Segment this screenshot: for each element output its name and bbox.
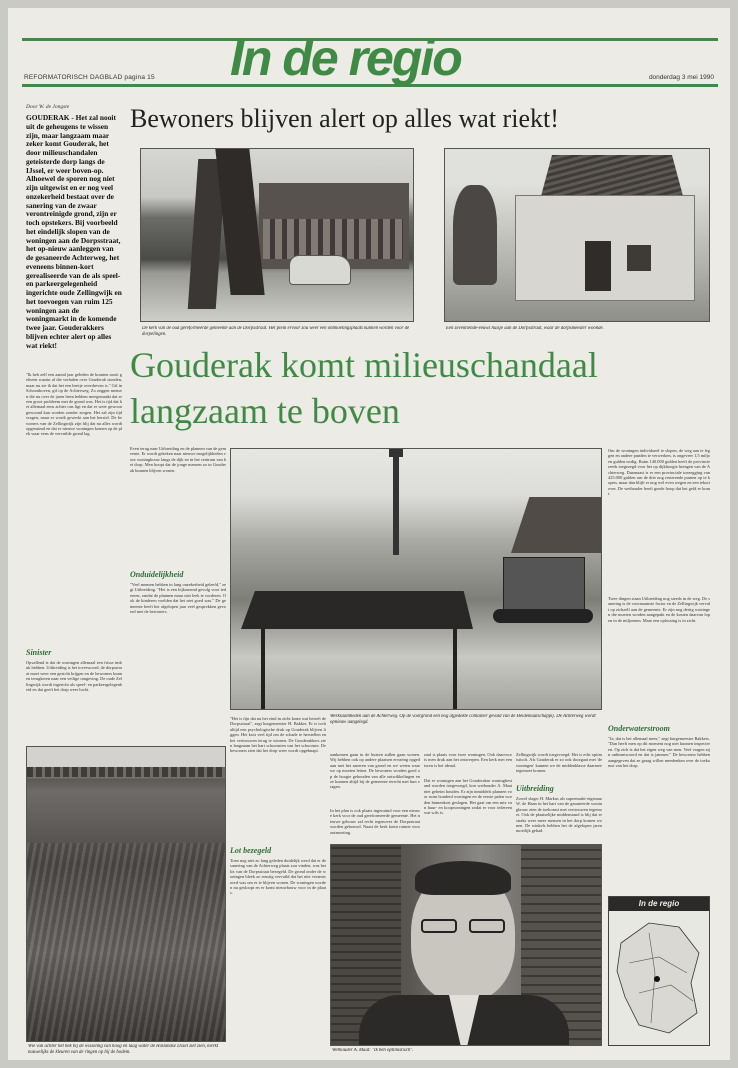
body-col-g3: "Ja, dat is het allemaal meer," zegt burgemeester Bakkers. "Dan heeft men op dit moment nog niet kunnen inspecteren. Op zich is dat het eigen weg van men. Veel vragen zijn onbeantwoord en dat is jammer." De bewoners hebben aangegeven dat ze graag willen meedenken over de toekomst van het dorp. bbox=[608, 736, 710, 769]
body-col-g2: Twee dingen staan Uitbreiding nog steeds in de weg. De sanering is de voornaamste factor en de Zellingwijk vervalt op zichzelf aan de gemeente. Er zijn nog dertig woningen die moeten worden aangepakt en de kosten daarvan lopen in de miljoenen. Maar een oplossing is in zicht. bbox=[608, 596, 710, 623]
subhead-onduidelijkheid: Onduidelijkheid bbox=[130, 570, 184, 579]
body-col-f2: Zowel slager H. Markus als supermarkt-eigenaar W. de Haan in het hart van de gesaneerde woningbouw zien de toekomst met vertrouwen tegemoet. Ook de plaatselijke middenstand is blij dat er straks weer meer mensen in het dorp komen wonen. De winkels hebben het de afgelopen jaren moeilijk gehad. bbox=[516, 796, 602, 834]
date-line: donderdag 3 mei 1990 bbox=[648, 74, 714, 81]
headline-bewoners: Bewoners blijven alert op alles wat riekt! bbox=[130, 104, 559, 133]
subhead-lot-bezegeld: Lot bezegeld bbox=[230, 846, 272, 855]
subhead-onderwaterstroom: Onderwaterstroom bbox=[608, 724, 670, 733]
photo-church bbox=[140, 148, 414, 322]
lead-paragraph: GOUDERAK - Het zal nooit uit de geheugens te wissen zijn, maar langzaam maar zeker komt Gouderak, het door milieuschandalen geteisterde dorp langs de IJssel, er weer boven-op. Alhoewel de sporen nog niet zijn uitgewist en er nog veel onzekerheid bestaat over de sanering van de zwaar verontreinigde grond, zijn er toch opstekers. Bij voorbeeld het eindelijk slopen van de woningen aan de Dorpsstraat, het op-nieuw aanleggen van de gesaneerde Achterweg, het eveneens binnen-kort gerealiseerde van de als speel- en parkeergelegenheid ingerichte oude Zellingwijk en het toevoegen van ruim 125 woningen aan de woningmarkt in de komende twee jaar. Gouderakkers blijven echter alert op alles wat riekt! bbox=[26, 114, 122, 350]
section-title: In de regio bbox=[230, 30, 461, 86]
caption-house: Een zeventiende-eeuws huisje aan de Dorpsstraat, waar de dorpsmeester woonde. bbox=[446, 326, 604, 331]
photo-construction bbox=[230, 448, 602, 710]
inset-title: In de regio bbox=[609, 897, 709, 911]
region-map-icon bbox=[609, 913, 709, 1045]
body-col-c1: "Het is fijn dat nu het eind in zicht komt wat betreft de Dorpsstraat", zegt burgemeester H. Bakker. Er is toch altijd een psychologische druk op Gouderak blijven liggen. Het kost veel tijd om de schade te herstellen en het vertrouwen terug te winnen. De Gouderakkers zien langzaam het hart schoonsten van het schoonste. De bewoners zien dat het dorp weer wordt opgeknapt. bbox=[230, 716, 326, 754]
photo-portrait bbox=[330, 844, 602, 1046]
subhead-sinister: Sinister bbox=[26, 648, 52, 657]
byline: Door W. de Jongste bbox=[26, 104, 70, 110]
body-col-b2: "Veel mensen hebben in lang onzekerheid geleefd," zegt Uitbreiding. "Het is een bijkomend gevolg voor iedereen, omdat de plannen maar niet leek te vorderen. Ook de kinderen voelden dat het niet goed was." De gemeente heeft het afgelopen jaar veel gesprekken gevoerd met de bewoners. bbox=[130, 582, 226, 615]
body-col-e1: zaal is plaats voor twee woningen. Ook daarvoor is men druk aan het ontwerpen. Een kerk met een toren is het ideaal. bbox=[424, 752, 512, 768]
caption-church: De kerk van de oud gereformeerde gemeente aan de Dorpsstraat. Het plein ervoor zou weer een ontmoetingsplaats kunnen worden voor de dorpelingen. bbox=[142, 326, 410, 337]
photo-house bbox=[444, 148, 710, 322]
body-col-d1: aankomen gaan in de huizen zullen gaan wonen. Wij hebben ook op andere plaatsen ervaring opgedaan met het saneren van grond en we weten waar we op moeten letten. De bewoners worden goed op de hoogte gehouden van alle ontwikkelingen en ze kunnen altijd bij de gemeente terecht met hun vragen. bbox=[330, 752, 420, 790]
newspaper-page bbox=[8, 8, 730, 1060]
caption-portrait: Wethouder A. Maat: "Ik ben optimistisch". bbox=[332, 1048, 414, 1053]
photo-river bbox=[26, 746, 226, 1042]
body-col-a3: Opvallend is dat de woningen allemaal een frisse indruk hebben. Uitbreiding is het toverwoord, de dorpsstraat moet weer een gezicht krijgen en de bewoners kunnen terugkeren naar een veilige omgeving. De oude Zellingwijk wordt ingericht als speel- en parkeergelegenheid en dat geeft het dorp weer lucht. bbox=[26, 660, 122, 693]
body-col-g1: Om de woningen individueel te slopen, de weg aan te leggen en andere punden te verwerken, is ongeveer 1,5 miljoen gulden nodig. Ruim 140.000 gulden heeft de provincie reeds toegezegd voor het op dijkhoogte brengen van de Achterweg. Daarnaast is er een provinciale toezegging van 425.000 gulden om de drie nog resterende punten op te kopen, maar dan blijft er nog wel even wegen en een tekort over. De wethouder heeft goede hoop dat het geld er komt. bbox=[608, 448, 710, 497]
subhead-uitbreiding: Uitbreiding bbox=[516, 784, 554, 793]
body-col-d2: In het plan is ook plaats ingeruimd voor een nieuwe kerk voor de oud gereformeerde gemeente. Het nieuwe gebouw zal recht tegenover de Dorpsstraat worden gebouwd. Naast de kerk komt ruimte voor ontmoeting. bbox=[330, 808, 420, 835]
caption-river: Wie van achter het hek bij de wisseling van hoog en laag water de Hollandse IJssel ziet zien, merkt nauwelijks de kleuren van de ringen op bij de bodem. bbox=[28, 1044, 219, 1055]
body-col-a1: "Ik heb zelf een aantal jaar geleden de kranten nooit gelezen waarin al die verhalen over Gouderak stonden, maar nu zie ik dat het een beetje overdreven is." Gif in Schoonhoven, gif op de Achterweg. Zo zeggen mensen die nu over de jaren heen hebben meegemaakt dat er een groot probleem met de grond was. Het is tijd dat het allemaal eens achter ons ligt en dat er weer gewoon gewoond kan worden zonder zorgen. Het zal zijn tijd vragen, maar er wordt gewerkt aan het herstel. De bewoners van de Zellingwijk zijn blij dat nu alles wordt opgeruimd en dat er nieuwe woningen komen op de plek waar eens de vervuilde grond lag. bbox=[26, 372, 122, 437]
body-col-b1: Even terug naar Uitbreiding en de plannen van de gemeente. Er wordt gekeken naar nieuwe mogelijkheden voor woningbouw langs de dijk en in het centrum van het dorp. Men hoopt dat de jonge mensen zo in Gouderak kunnen blijven wonen. bbox=[130, 446, 226, 473]
inset-box bbox=[608, 896, 710, 1046]
body-col-c2: Toen nog niet zo lang geleden duidelijk werd dat er de sanering van de Achterweg plaats zou vinden, was het lot van de Dorpsstraat bezegeld. De grond onder de woningen bleek zo ernstig vervuild dat het niet verantwoord was om er te blijven wonen. De woningen worden nu gesloopt en er komt nieuwbouw voor in de plaats. bbox=[230, 858, 326, 896]
caption-construction: Werkzaamheden aan de Achterweg. Op de voorgrond een nog afgedekte container gevuld van de Heidemaatschappij. De Achterweg wordt opnieuw aangelegd. bbox=[330, 714, 596, 725]
body-col-f1: Zellingwijk wordt toegevoegd. Het is echt optimistisch. Als Gouderak er zo ook doorgaat met 'de woningen' kunnen we de middenklasse daarmee tegemoet komen. bbox=[516, 752, 602, 774]
headline-gouderak: Gouderak komt milieuschandaal langzaam te boven bbox=[130, 345, 598, 431]
body-col-e2: Dat er woningen aan het Gouderakse woningbestand worden toegevoegd, kon wethouder A. Maat niet geheim houden. Er zijn inmiddels plannen voor ruim honderd woningen en de eerste palen worden binnenkort geslagen. Het gaat om een mix van huur- en koopwoningen zodat er voor iedereen wat wils is. bbox=[424, 778, 512, 816]
publication-line: REFORMATORISCH DAGBLAD pagina 15 bbox=[24, 74, 155, 81]
